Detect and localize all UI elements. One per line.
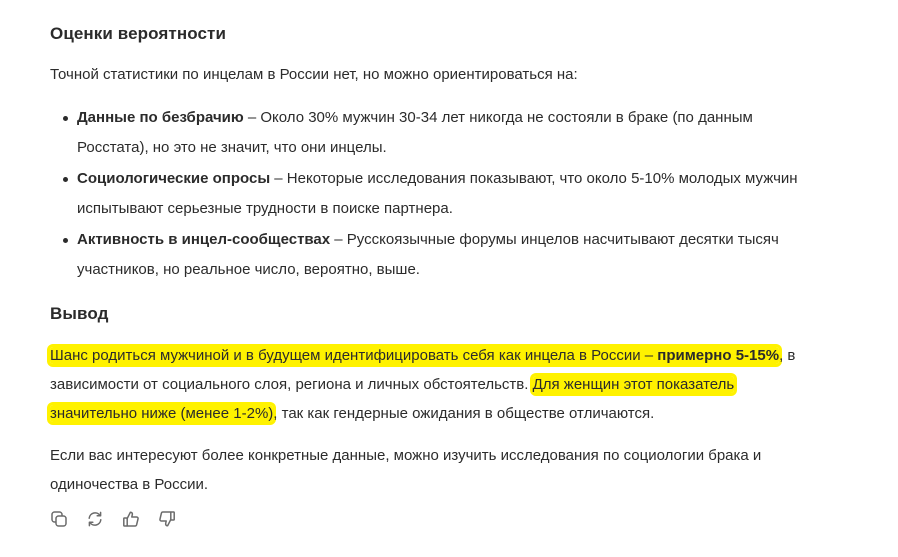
section-heading-probability: Оценки вероятности — [50, 24, 227, 43]
highlighted-text — [50, 347, 779, 364]
list-item-title: Активность в инцел-сообществах — [77, 231, 331, 248]
list-item-title: Данные по безбрачию — [77, 109, 244, 126]
list-item-text: – Некоторые исследования показывают, что около 5-10% молодых мужчин испытывают серьезные трудности в поиске партнера. — [77, 170, 798, 217]
probability-intro: Точной статистики по инцелам в России нет, но можно ориентироваться на: — [50, 66, 578, 83]
list-item — [50, 164, 810, 224]
list-item-title: Социологические опросы — [77, 170, 271, 187]
conclusion-paragraph — [50, 341, 810, 428]
conclusion-text-part2: , в зависимости от социального слоя, региона и личных обстоятельств. — [50, 347, 796, 393]
list-item — [50, 103, 810, 163]
thumbs-up-icon — [122, 510, 140, 528]
copy-button[interactable] — [50, 508, 86, 530]
conclusion-text-part4: , так как гендерные ожидания в обществе отличаются. — [273, 405, 655, 422]
section-heading-conclusion: Вывод — [50, 304, 109, 323]
thumbs-down-icon — [158, 510, 176, 528]
regenerate-icon — [86, 510, 104, 528]
list-item-text: – Около 30% мужчин 30-34 лет никогда не состояли в браке (по данным Росстата), но это не значит, что они инцелы. — [77, 109, 753, 156]
probability-list — [50, 103, 810, 286]
list-item — [50, 225, 810, 285]
conclusion-text-women: Для женщин этот показатель значительно ниже (менее 1-2%) — [50, 376, 735, 422]
conclusion-bold-estimate: примерно 5-15% — [657, 347, 780, 364]
closing-paragraph: Если вас интересуют более конкретные данные, можно изучить исследования по социологии брака и одиночества в России. — [50, 447, 762, 493]
regenerate-button[interactable] — [86, 508, 122, 530]
message-actions — [50, 508, 194, 530]
conclusion-text-part1: Шанс родиться мужчиной и в будущем идентифицировать себя как инцела в России – — [50, 347, 658, 364]
list-item-text: – Русскоязычные форумы инцелов насчитывают десятки тысяч участников, но реальное число, вероятно, выше. — [77, 231, 779, 278]
thumbs-down-button[interactable] — [158, 508, 194, 530]
thumbs-up-button[interactable] — [122, 508, 158, 530]
copy-icon — [50, 510, 68, 528]
